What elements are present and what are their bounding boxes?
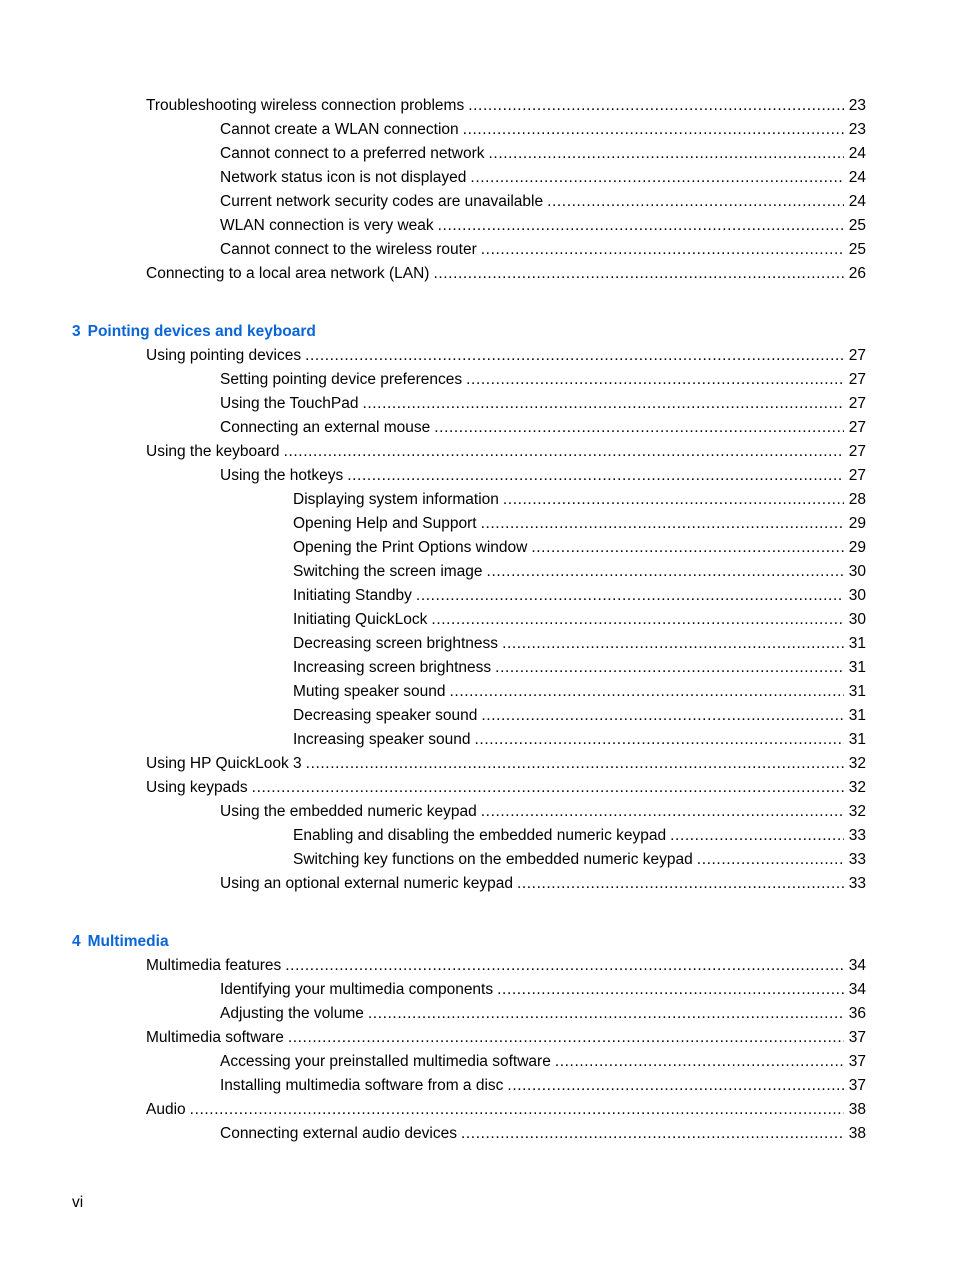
toc-entry-page: 23 <box>848 121 866 138</box>
toc-entry[interactable] <box>293 705 866 727</box>
dot-leader <box>433 263 843 285</box>
chapter-heading[interactable] <box>72 321 316 343</box>
dot-leader <box>285 955 843 977</box>
toc-entry-title: WLAN connection is very weak <box>220 217 434 234</box>
toc-entry-title: Increasing speaker sound <box>293 731 471 748</box>
toc-entry[interactable] <box>146 777 866 799</box>
chapter-heading[interactable] <box>72 931 169 953</box>
toc-entry-page: 31 <box>848 635 866 652</box>
toc-entry-page: 31 <box>848 707 866 724</box>
toc-entry[interactable] <box>220 979 866 1001</box>
toc-entry-page: 24 <box>848 169 866 186</box>
toc-entry-title: Connecting to a local area network (LAN) <box>146 265 430 282</box>
toc-entry-page: 27 <box>848 467 866 484</box>
toc-entry-title: Opening the Print Options window <box>293 539 528 556</box>
dot-leader <box>481 513 844 535</box>
toc-entry[interactable] <box>220 393 866 415</box>
toc-entry[interactable] <box>146 753 866 775</box>
toc-entry-page: 24 <box>848 145 866 162</box>
toc-entry[interactable] <box>293 849 866 871</box>
toc-entry-title: Initiating Standby <box>293 587 412 604</box>
toc-entry[interactable] <box>293 537 866 559</box>
toc-entry[interactable] <box>293 609 866 631</box>
toc-entry-page: 33 <box>848 827 866 844</box>
toc-entry-page: 37 <box>848 1053 866 1070</box>
toc-entry-page: 26 <box>848 265 866 282</box>
toc-entry[interactable] <box>146 1027 866 1049</box>
toc-entry[interactable] <box>220 369 866 391</box>
toc-entry-title: Muting speaker sound <box>293 683 446 700</box>
toc-entry-page: 27 <box>848 419 866 436</box>
toc-entry-title: Displaying system information <box>293 491 499 508</box>
dot-leader <box>461 1123 844 1145</box>
toc-entry[interactable] <box>220 143 866 165</box>
toc-entry-title: Switching the screen image <box>293 563 483 580</box>
toc-entry[interactable] <box>293 825 866 847</box>
toc-entry-page: 30 <box>848 563 866 580</box>
dot-leader <box>481 239 844 261</box>
dot-leader <box>284 441 844 463</box>
toc-entry-title: Using an optional external numeric keypad <box>220 875 513 892</box>
toc-entry-page: 27 <box>848 395 866 412</box>
dot-leader <box>466 369 844 391</box>
toc-entry-title: Enabling and disabling the embedded numeric keypad <box>293 827 667 844</box>
dot-leader <box>306 753 844 775</box>
toc-entry[interactable] <box>146 955 866 977</box>
toc-entry-title: Initiating QuickLock <box>293 611 428 628</box>
chapter-title: Pointing devices and keyboard <box>87 323 316 340</box>
toc-entry-title: Cannot create a WLAN connection <box>220 121 459 138</box>
toc-entry[interactable] <box>293 585 866 607</box>
dot-leader <box>481 705 843 727</box>
toc-entry-title: Using keypads <box>146 779 248 796</box>
toc-entry-page: 30 <box>848 611 866 628</box>
toc-entry-page: 29 <box>848 539 866 556</box>
toc-entry[interactable] <box>220 1003 866 1025</box>
toc-entry[interactable] <box>220 801 866 823</box>
dot-leader <box>362 393 843 415</box>
dot-leader <box>368 1003 844 1025</box>
toc-entry-page: 32 <box>848 803 866 820</box>
toc-entry-page: 28 <box>848 491 866 508</box>
toc-entry[interactable] <box>220 1075 866 1097</box>
toc-entry[interactable] <box>146 345 866 367</box>
chapter-number: 3 <box>72 323 81 340</box>
toc-entry[interactable] <box>146 1099 866 1121</box>
dot-leader <box>438 215 844 237</box>
toc-entry-title: Installing multimedia software from a disc <box>220 1077 504 1094</box>
toc-entry-title: Decreasing screen brightness <box>293 635 499 652</box>
chapter-number: 4 <box>72 933 81 950</box>
dot-leader <box>670 825 844 847</box>
toc-entry[interactable] <box>220 1051 866 1073</box>
toc-entry-title: Using the keyboard <box>146 443 280 460</box>
toc-entry[interactable] <box>146 95 866 117</box>
toc-entry-title: Connecting an external mouse <box>220 419 431 436</box>
toc-entry-page: 38 <box>848 1125 866 1142</box>
toc-entry-title: Opening Help and Support <box>293 515 477 532</box>
dot-leader <box>502 633 844 655</box>
toc-entry[interactable] <box>293 657 866 679</box>
toc-entry-page: 29 <box>848 515 866 532</box>
toc-entry[interactable] <box>293 489 866 511</box>
toc-entry-page: 36 <box>848 1005 866 1022</box>
toc-entry-page: 32 <box>848 779 866 796</box>
toc-entry-title: Accessing your preinstalled multimedia software <box>220 1053 551 1070</box>
toc-entry[interactable] <box>220 873 866 895</box>
toc-entry[interactable] <box>220 465 866 487</box>
toc-entry-title: Using the TouchPad <box>220 395 359 412</box>
dot-leader <box>468 95 844 117</box>
toc-entry-title: Using the hotkeys <box>220 467 344 484</box>
dot-leader <box>470 167 843 189</box>
toc-entry-page: 25 <box>848 241 866 258</box>
toc-entry[interactable] <box>293 729 866 751</box>
dot-leader <box>434 417 844 439</box>
dot-leader <box>431 609 843 631</box>
toc-entry[interactable] <box>293 561 866 583</box>
toc-entry-title: Multimedia software <box>146 1029 284 1046</box>
toc-entry-title: Setting pointing device preferences <box>220 371 463 388</box>
dot-leader <box>495 657 844 679</box>
toc-entry-page: 27 <box>848 347 866 364</box>
toc-entry-page: 30 <box>848 587 866 604</box>
dot-leader <box>697 849 844 871</box>
toc-entry-page: 31 <box>848 731 866 748</box>
toc-entry[interactable] <box>220 191 866 213</box>
toc-entry[interactable] <box>220 239 866 261</box>
dot-leader <box>475 729 844 751</box>
dot-leader <box>252 777 844 799</box>
toc-entry-page: 25 <box>848 217 866 234</box>
toc-entry-page: 27 <box>848 371 866 388</box>
page-number: vi <box>72 1194 84 1211</box>
toc-entry[interactable] <box>146 263 866 285</box>
dot-leader <box>190 1099 844 1121</box>
toc-entry-title: Decreasing speaker sound <box>293 707 478 724</box>
toc-entry-title: Troubleshooting wireless connection problems <box>146 97 465 114</box>
toc-entry-title: Cannot connect to the wireless router <box>220 241 477 258</box>
toc-entry-page: 34 <box>848 957 866 974</box>
toc-entry[interactable] <box>293 513 866 535</box>
dot-leader <box>487 561 844 583</box>
toc-entry-title: Using the embedded numeric keypad <box>220 803 477 820</box>
toc-entry-title: Switching key functions on the embedded numeric keypad <box>293 851 693 868</box>
toc-entry-page: 37 <box>848 1077 866 1094</box>
toc-entry-title: Identifying your multimedia components <box>220 981 494 998</box>
toc-entry[interactable] <box>220 215 866 237</box>
toc-entry-title: Using HP QuickLook 3 <box>146 755 302 772</box>
toc-entry-title: Connecting external audio devices <box>220 1125 457 1142</box>
toc-entry-title: Cannot connect to a preferred network <box>220 145 485 162</box>
toc-entry[interactable] <box>220 167 866 189</box>
dot-leader <box>531 537 843 559</box>
toc-entry-title: Increasing screen brightness <box>293 659 492 676</box>
dot-leader <box>507 1075 843 1097</box>
dot-leader <box>305 345 844 367</box>
toc-entry-page: 31 <box>848 659 866 676</box>
toc-entry-page: 31 <box>848 683 866 700</box>
dot-leader <box>497 979 844 1001</box>
dot-leader <box>450 681 844 703</box>
dot-leader <box>547 191 844 213</box>
toc-entry-title: Audio <box>146 1101 186 1118</box>
toc-entry[interactable] <box>220 417 866 439</box>
toc-entry-page: 33 <box>848 851 866 868</box>
dot-leader <box>463 119 844 141</box>
dot-leader <box>347 465 844 487</box>
dot-leader <box>489 143 844 165</box>
toc-entry-page: 37 <box>848 1029 866 1046</box>
toc-entry[interactable] <box>293 633 866 655</box>
toc-entry-title: Using pointing devices <box>146 347 302 364</box>
toc-entry[interactable] <box>146 441 866 463</box>
toc-entry-page: 38 <box>848 1101 866 1118</box>
toc-entry-title: Current network security codes are unavailable <box>220 193 544 210</box>
toc-entry[interactable] <box>220 119 866 141</box>
chapter-title: Multimedia <box>87 933 169 950</box>
dot-leader <box>555 1051 844 1073</box>
toc-entry[interactable] <box>293 681 866 703</box>
toc-entry-page: 23 <box>848 97 866 114</box>
toc-entry-page: 33 <box>848 875 866 892</box>
dot-leader <box>288 1027 844 1049</box>
dot-leader <box>481 801 844 823</box>
toc-entry-title: Network status icon is not displayed <box>220 169 467 186</box>
toc-entry-page: 27 <box>848 443 866 460</box>
dot-leader <box>517 873 844 895</box>
toc-entry-title: Multimedia features <box>146 957 282 974</box>
dot-leader <box>416 585 844 607</box>
toc-entry-page: 24 <box>848 193 866 210</box>
toc-entry-page: 34 <box>848 981 866 998</box>
toc-entry-page: 32 <box>848 755 866 772</box>
dot-leader <box>503 489 844 511</box>
toc-entry-title: Adjusting the volume <box>220 1005 364 1022</box>
toc-entry[interactable] <box>220 1123 866 1145</box>
